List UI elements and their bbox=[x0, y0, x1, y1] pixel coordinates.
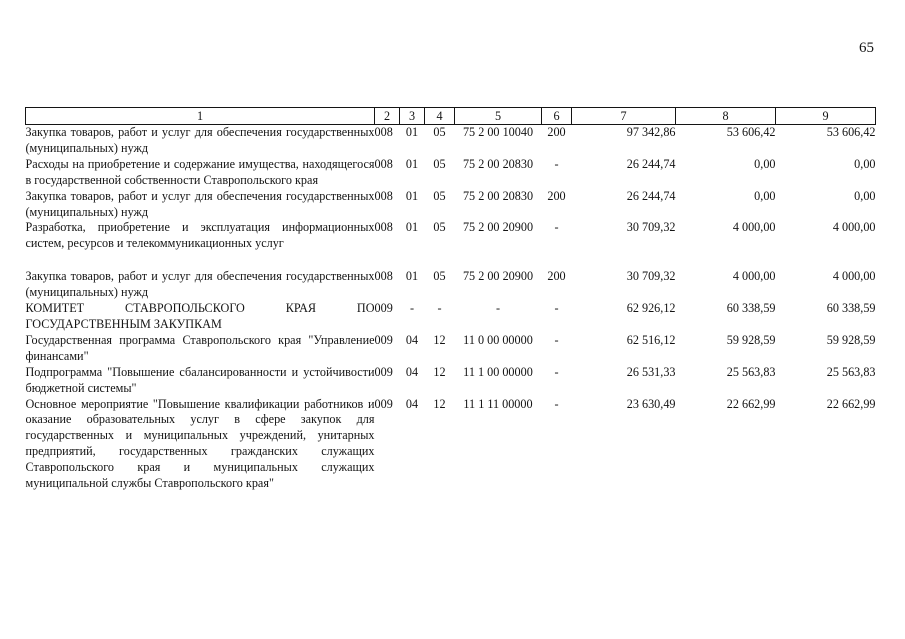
row-expense-type: - bbox=[554, 332, 559, 347]
table-row bbox=[26, 301, 876, 333]
row-subsection: 05 bbox=[433, 125, 446, 139]
row-target: 11 1 00 00000 bbox=[463, 364, 533, 379]
header-col-3: 3 bbox=[400, 108, 425, 125]
row-value-8: 25 563,83 bbox=[726, 364, 776, 379]
row-value-7: 62 926,12 bbox=[626, 301, 676, 316]
row-value-7: 26 531,33 bbox=[626, 364, 676, 379]
row-name: Закупка товаров, работ и услуг для обеспечения государственных (муниципальных) нужд bbox=[25, 269, 375, 300]
row-name: Разработка, приобретение и эксплуатация информационных систем, ресурсов и телекоммуникационных услуг bbox=[25, 220, 375, 251]
table-row bbox=[26, 365, 876, 397]
row-section: 04 bbox=[405, 396, 419, 411]
row-section: 04 bbox=[405, 332, 419, 347]
row-value-7: 97 342,86 bbox=[626, 125, 676, 139]
row-subsection: 12 bbox=[433, 364, 446, 379]
row-value-7: 26 244,74 bbox=[626, 188, 676, 203]
row-expense-type: 200 bbox=[547, 125, 566, 139]
row-expense-type: - bbox=[554, 220, 559, 235]
row-target: 75 2 00 20900 bbox=[462, 269, 534, 284]
row-subsection: 05 bbox=[433, 269, 446, 284]
row-ministry: 009 bbox=[374, 332, 393, 347]
row-value-8: 0,00 bbox=[754, 156, 776, 171]
row-target: 11 0 00 00000 bbox=[463, 332, 533, 347]
header-col-1: 1 bbox=[26, 108, 375, 125]
row-value-8: 53 606,42 bbox=[726, 125, 776, 139]
row-ministry: 008 bbox=[374, 269, 393, 284]
row-expense-type: 200 bbox=[547, 269, 566, 284]
row-value-7: 62 516,12 bbox=[626, 332, 676, 347]
row-subsection: 05 bbox=[433, 156, 446, 171]
row-value-9: 25 563,83 bbox=[826, 364, 876, 379]
table-row bbox=[26, 333, 876, 365]
table-row bbox=[26, 220, 876, 252]
row-value-8: 22 662,99 bbox=[726, 396, 776, 411]
row-ministry: 009 bbox=[374, 364, 393, 379]
row-section: 01 bbox=[405, 156, 419, 171]
row-value-9: 53 606,42 bbox=[826, 125, 876, 139]
row-section: 04 bbox=[405, 364, 419, 379]
table-spacer bbox=[26, 252, 876, 269]
row-value-8: 0,00 bbox=[754, 188, 776, 203]
row-section: 01 bbox=[405, 269, 419, 284]
row-value-9: 59 928,59 bbox=[826, 332, 876, 347]
row-value-9: 60 338,59 bbox=[826, 301, 876, 316]
row-name: Закупка товаров, работ и услуг для обеспечения государственных (муниципальных) нужд bbox=[25, 125, 375, 155]
row-value-8: 4 000,00 bbox=[732, 220, 776, 235]
row-ministry: 008 bbox=[374, 188, 393, 203]
row-value-9: 4 000,00 bbox=[832, 220, 876, 235]
row-ministry: 008 bbox=[374, 220, 393, 235]
row-subsection: 12 bbox=[433, 396, 446, 411]
row-subsection: 05 bbox=[433, 220, 446, 235]
row-value-8: 4 000,00 bbox=[732, 269, 776, 284]
table-row bbox=[26, 125, 876, 157]
row-section: 01 bbox=[405, 188, 419, 203]
row-expense-type: - bbox=[554, 156, 559, 171]
header-col-2: 2 bbox=[375, 108, 400, 125]
header-col-4: 4 bbox=[425, 108, 455, 125]
row-ministry: 008 bbox=[374, 125, 393, 139]
row-ministry: 009 bbox=[374, 396, 393, 411]
row-subsection: - bbox=[437, 301, 442, 316]
table-row bbox=[26, 157, 876, 189]
row-name: Подпрограмма "Повышение сбалансированности и устойчивости бюджетной системы" bbox=[25, 364, 375, 395]
header-col-7: 7 bbox=[572, 108, 676, 125]
row-value-7: 30 709,32 bbox=[626, 269, 676, 284]
row-name: Основное мероприятие "Повышение квалификации работников и оказание образовательных услуг в сфере закупок для государственных и муниципальных учреждений, унитарных предприятий, государственных гражданских служащих Ставропольского края и муниципальных служащих муниципальной службы Ставропольского края" bbox=[25, 396, 375, 491]
row-value-7: 26 244,74 bbox=[626, 156, 676, 171]
page-number: 65 bbox=[859, 40, 874, 56]
row-target: 11 1 11 00000 bbox=[463, 396, 533, 411]
header-col-5: 5 bbox=[455, 108, 542, 125]
row-section: 01 bbox=[405, 125, 419, 139]
row-subsection: 12 bbox=[433, 332, 446, 347]
row-value-7: 30 709,32 bbox=[626, 220, 676, 235]
row-value-9: 4 000,00 bbox=[832, 269, 876, 284]
row-value-9: 22 662,99 bbox=[826, 396, 876, 411]
row-value-8: 60 338,59 bbox=[726, 301, 776, 316]
row-expense-type: - bbox=[554, 301, 559, 316]
row-name: Закупка товаров, работ и услуг для обеспечения государственных (муниципальных) нужд bbox=[25, 188, 375, 219]
row-name: Государственная программа Ставропольского края "Управление финансами" bbox=[25, 332, 375, 363]
row-subsection: 05 bbox=[433, 188, 446, 203]
row-target: 75 2 00 20830 bbox=[462, 156, 534, 171]
row-expense-type: - bbox=[554, 396, 559, 411]
table-header-row bbox=[26, 108, 876, 125]
row-target: - bbox=[495, 301, 501, 316]
row-ministry: 009 bbox=[374, 301, 393, 316]
row-expense-type: - bbox=[554, 364, 559, 379]
row-value-9: 0,00 bbox=[854, 188, 876, 203]
row-target: 75 2 00 20900 bbox=[462, 220, 534, 235]
row-name: Расходы на приобретение и содержание имущества, находящегося в государственной собственности Ставропольского края bbox=[25, 156, 375, 187]
header-col-8: 8 bbox=[676, 108, 776, 125]
table-row bbox=[26, 269, 876, 301]
row-target: 75 2 00 20830 bbox=[462, 188, 534, 203]
table-spacer-row bbox=[26, 252, 876, 269]
table-row bbox=[26, 189, 876, 221]
row-ministry: 008 bbox=[374, 156, 393, 171]
header-col-9: 9 bbox=[776, 108, 876, 125]
row-value-8: 59 928,59 bbox=[726, 332, 776, 347]
row-value-9: 0,00 bbox=[854, 156, 876, 171]
header-col-6: 6 bbox=[542, 108, 572, 125]
budget-table bbox=[25, 107, 876, 492]
row-section: 01 bbox=[405, 220, 419, 235]
row-value-7: 23 630,49 bbox=[626, 396, 676, 411]
row-name: КОМИТЕТ СТАВРОПОЛЬСКОГО КРАЯ ПО ГОСУДАРСТВЕННЫМ ЗАКУПКАМ bbox=[25, 301, 375, 331]
row-section: - bbox=[409, 301, 415, 316]
row-expense-type: 200 bbox=[547, 188, 566, 203]
table-row bbox=[26, 397, 876, 492]
row-target: 75 2 00 10040 bbox=[462, 125, 534, 139]
